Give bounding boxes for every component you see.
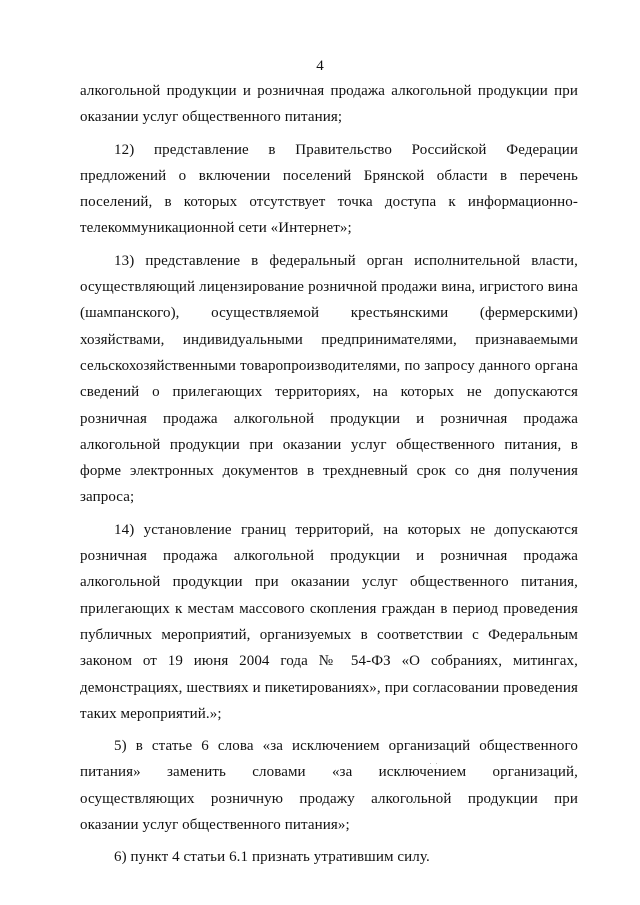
scan-speck	[436, 763, 437, 764]
page-number: 4	[316, 58, 324, 74]
paragraph-item-6: 6) пункт 4 статьи 6.1 признать утратившим силу.	[114, 849, 430, 866]
paragraph-item-13: 13) представление в федеральный орган исполнительной власти, осуществляющий лицензирование розничной продажи вина, игристого вина (шампанского), осуществляемой крестьянскими (фермерскими) хозяйствами, индивидуальными предпринимателями, признаваемыми сельскохозяйственными товаропроизводителями, по запросу данного органа сведений о прилегающих территориях, на которых не допускаются розничная продажа алкогольной продукции и розничная продажа алкогольной продукции при оказании услуг общественного питания, в форме электронных документов в трехдневный срок со дня получения запроса;	[80, 252, 578, 506]
paragraph-item-14: 14) установление границ территорий, на которых не допускаются розничная продажа алкогольной продукции и розничная продажа алкогольной продукции при оказании услуг общественного питания, прилегающих к местам массового скопления граждан в период проведения публичных мероприятий, организуемых в соответствии с Федеральным законом от 19 июня 2004 года № 54-ФЗ «О собраниях, митингах, демонстрациях, шествиях и пикетированиях», при согласовании проведения таких мероприятий.»;	[80, 521, 578, 722]
paragraph-item-12: 12) представление в Правительство Российской Федерации предложений о включении поселений Брянской области в перечень поселений, в которых отсутствует точка доступа к информационно-телекоммуникационной сети «Интернет»;	[80, 141, 578, 237]
paragraph-continuation: алкогольной продукции и розничная продажа алкогольной продукции при оказании услуг общественного питания;	[80, 83, 578, 126]
paragraph-item-5: 5) в статье 6 слова «за исключением организаций общественного питания» заменить словами «за исключением организаций, осуществляющих розничную продажу алкогольной продукции при оказании услуг общественного питания»;	[80, 738, 578, 834]
document-body	[80, 78, 578, 871]
scan-speck	[430, 763, 431, 764]
